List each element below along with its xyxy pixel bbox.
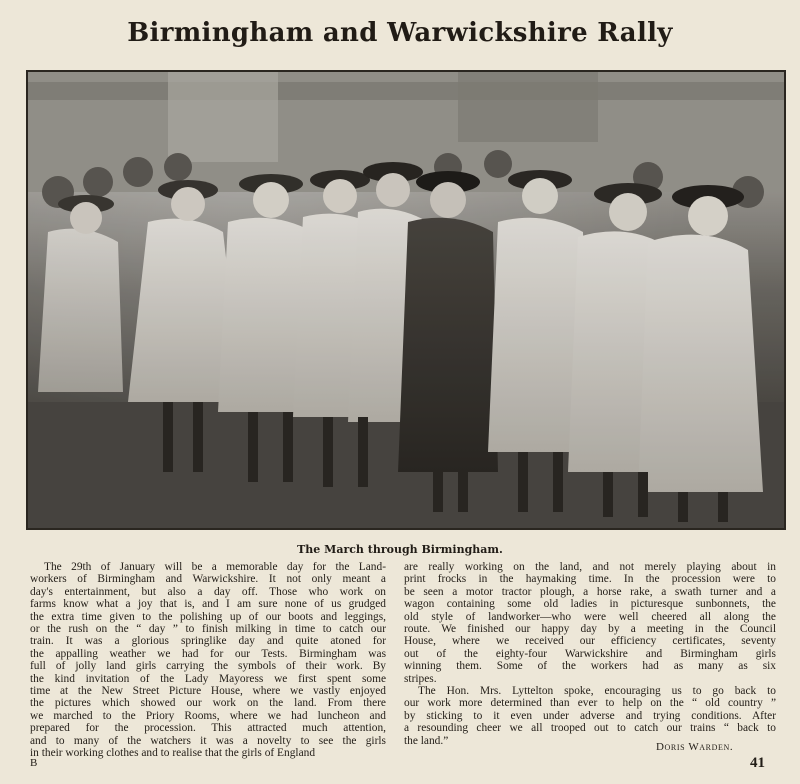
article-column-left [30, 561, 386, 760]
article-text-line: prepared for the procession. This attracted much attention, [30, 722, 386, 735]
article-text-line: full of jolly land girls carrying the symbols of their work. By [30, 660, 386, 673]
article-text-line: House, where we received our efficiency certificates, seventy [404, 635, 776, 648]
article-text-line: winning them. Some of the workers had as many as six [404, 660, 776, 673]
article-title: Birmingham and Warwickshire Rally [127, 18, 673, 48]
article-text-line: we marched to the Priory Rooms, where we had luncheon and [30, 709, 386, 722]
article-text-line: farms know what a joy that is, and I am sure none of us grudged [30, 598, 386, 611]
article-text-line: wagon containing some old ladies in picturesque sunbonnets, the [404, 598, 776, 611]
article-text-line: The Hon. Mrs. Lyttelton spoke, encouraging us to go back to [418, 685, 776, 698]
article-text-line: and to many of the watchers it was a novelty to see the girls [30, 734, 386, 747]
article-text-line: route. We finished our happy day by a meeting in the Council [404, 623, 776, 636]
rally-photograph [26, 70, 786, 530]
article-text-line: stripes. [404, 672, 437, 685]
article-text-line: be seen a motor tractor plough, a horse rake, a swath turner and a [404, 585, 776, 598]
article-text-line: a resounding cheer we all trooped out to catch our trains “ back to [404, 722, 776, 735]
article-text-line: the extra time given to the polishing up of our boots and leggings, [30, 610, 386, 623]
article-text-line: out of the eighty-four Warwickshire and Birmingham girls [404, 647, 776, 660]
article-text-line: time at the New Street Picture House, where we vastly enjoyed [30, 685, 386, 698]
article-text-line: our work more determined than ever to help on the “ old country ” [404, 697, 776, 710]
article-text-line: print frocks in the haymaking time. In the procession were to [404, 573, 776, 586]
page-number: 41 [750, 755, 765, 771]
article-text-line: day's entertainment, but also a day off. Those who work on [30, 585, 386, 598]
photograph-illustration [28, 72, 784, 528]
photo-caption: The March through Birmingham. [297, 543, 503, 556]
signature-mark: B [30, 757, 38, 769]
article-text-line: workers of Birmingham and Warwickshire. It not only meant a [30, 573, 386, 586]
article-text-line: in their working clothes and to realise that the girls of England [30, 747, 316, 760]
article-text-line: the land.” [404, 734, 449, 747]
article-text-line: train. It was a glorious springlike day and quite atoned for [30, 635, 386, 648]
article-text-line: The 29th of January will be a memorable day for the Land- [44, 561, 386, 573]
article-column-right [404, 561, 776, 747]
article-text-line: are really working on the land, and not merely playing about in [404, 561, 776, 573]
article-text-line: by sticking to it even under adverse and trying conditions. After [404, 709, 776, 722]
author-signature: Doris Warden. [656, 741, 734, 753]
article-text-line: or the rush on the “ day ” to finish milking in time to catch our [30, 623, 386, 636]
article-text-line: old style of landworker—who were well cheered all along the [404, 610, 776, 623]
article-text-line: the pictures which showed our work on the land. From there [30, 697, 386, 710]
article-text-line: the kind invitation of the Lady Mayoress we first spent some [30, 672, 386, 685]
article-text-line: the appalling weather we had for our Tests. Birmingham was [30, 647, 386, 660]
